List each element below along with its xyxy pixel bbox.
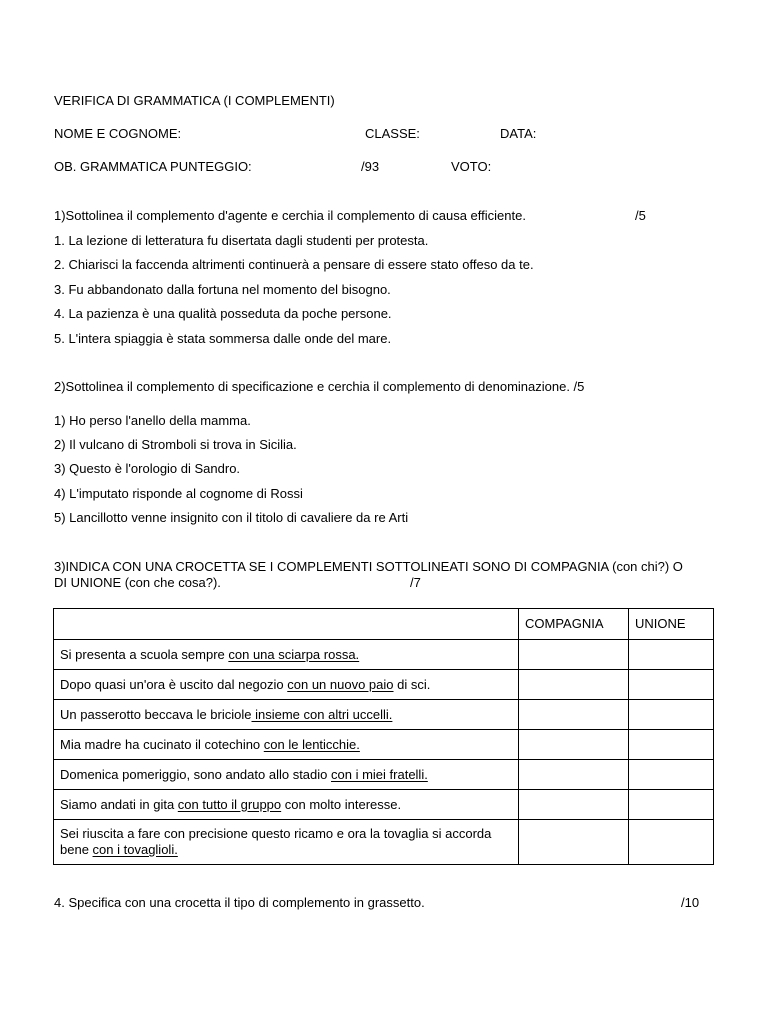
sentence-text: di sci. [393,676,431,692]
exercise2-item: 2) Il vulcano di Stromboli si trova in Sicilia. [54,437,297,452]
underlined-complement: con una sciarpa rossa. [228,646,360,662]
sentence-text: Domenica pomeriggio, sono andato allo stadio [60,766,332,782]
punteggio-total: /93 [361,159,380,174]
classe-label: CLASSE: [365,126,420,141]
underlined-complement: insieme con altri uccelli. [251,706,393,722]
exercise1-item: 1. La lezione di letteratura fu disertata dagli studenti per protesta. [54,233,429,248]
sentence-text: Siamo andati in gita [60,796,178,812]
exercise2-item: 1) Ho perso l'anello della mamma. [54,413,251,428]
exercise1-instruction: 1)Sottolinea il complemento d'agente e cerchia il complemento di causa efficiente. [54,208,526,223]
underlined-complement: con i miei fratelli. [331,766,428,782]
table-row [54,790,714,820]
exercise1-item: 4. La pazienza è una qualità posseduta da poche persone. [54,306,392,321]
table-row [54,820,714,865]
punteggio-label: OB. GRAMMATICA PUNTEGGIO: [54,159,252,174]
underlined-complement: con le lenticchie. [263,736,360,752]
unione-checkbox-cell[interactable] [629,730,714,760]
sentence-text: Un passerotto beccava le briciole [60,706,252,722]
sentence-cell [54,820,519,865]
exercise4-score: /10 [681,895,700,910]
underlined-complement: con tutto il gruppo [177,796,282,812]
compagnia-checkbox-cell[interactable] [519,730,629,760]
exercise3-table [53,608,714,865]
compagnia-checkbox-cell[interactable] [519,820,629,865]
header-cell-unione: UNIONE [629,609,714,640]
exercise3-score: /7 [410,575,421,590]
exercise1-score: /5 [635,208,646,223]
unione-checkbox-cell[interactable] [629,820,714,865]
data-label: DATA: [500,126,537,141]
underlined-complement: con un nuovo paio [287,676,394,692]
sentence-cell [54,640,519,670]
compagnia-checkbox-cell[interactable] [519,640,629,670]
sentence-text: Si presenta a scuola sempre [60,646,229,662]
sentence-cell [54,700,519,730]
nome-label: NOME E COGNOME: [54,126,182,141]
sentence-cell [54,760,519,790]
table-row [54,700,714,730]
unione-checkbox-cell[interactable] [629,640,714,670]
exercise2-item: 4) L'imputato risponde al cognome di Rossi [54,486,303,501]
table-row [54,760,714,790]
exercise3-instruction-line1: 3)INDICA CON UNA CROCETTA SE I COMPLEMENTI SOTTOLINEATI SONO DI COMPAGNIA (con chi?) O [54,559,683,574]
sentence-cell [54,670,519,700]
sentence-text: con molto interesse. [281,796,402,812]
header-cell-compagnia: COMPAGNIA [519,609,629,640]
sentence-cell [54,730,519,760]
compagnia-checkbox-cell[interactable] [519,790,629,820]
unione-checkbox-cell[interactable] [629,790,714,820]
compagnia-checkbox-cell[interactable] [519,760,629,790]
voto-label: VOTO: [451,159,492,174]
exercise1-item: 5. L'intera spiaggia è stata sommersa dalle onde del mare. [54,331,392,346]
sentence-text: Sei riuscita a fare con precisione questo ricamo e ora la tovaglia si accorda bene [60,826,492,857]
sentence-text: Dopo quasi un'ora è uscito dal negozio [60,676,288,692]
table-row [54,670,714,700]
exercise2-item: 3) Questo è l'orologio di Sandro. [54,461,241,476]
compagnia-checkbox-cell[interactable] [519,670,629,700]
sentence-text: Mia madre ha cucinato il cotechino [60,736,264,752]
header-cell-sentence [54,609,519,640]
unione-checkbox-cell[interactable] [629,700,714,730]
underlined-complement: con i tovaglioli. [92,842,178,857]
exercise1-item: 2. Chiarisci la faccenda altrimenti continuerà a pensare di essere stato offeso da te. [54,257,534,272]
exercise2-instruction: 2)Sottolinea il complemento di specificazione e cerchia il complemento di denominazione. /5 [54,379,585,394]
sentence-cell [54,790,519,820]
table-row [54,640,714,670]
unione-checkbox-cell[interactable] [629,760,714,790]
page-title: VERIFICA DI GRAMMATICA (I COMPLEMENTI) [54,93,335,108]
table-header-row [54,609,714,640]
exercise1-item: 3. Fu abbandonato dalla fortuna nel momento del bisogno. [54,282,391,297]
exercise3-instruction-line2: DI UNIONE (con che cosa?). [54,575,221,590]
unione-checkbox-cell[interactable] [629,670,714,700]
exercise2-item: 5) Lancillotto venne insignito con il titolo di cavaliere da re Arti [54,510,409,525]
compagnia-checkbox-cell[interactable] [519,700,629,730]
exercise4-instruction: 4. Specifica con una crocetta il tipo di complemento in grassetto. [54,895,425,910]
table-row [54,730,714,760]
